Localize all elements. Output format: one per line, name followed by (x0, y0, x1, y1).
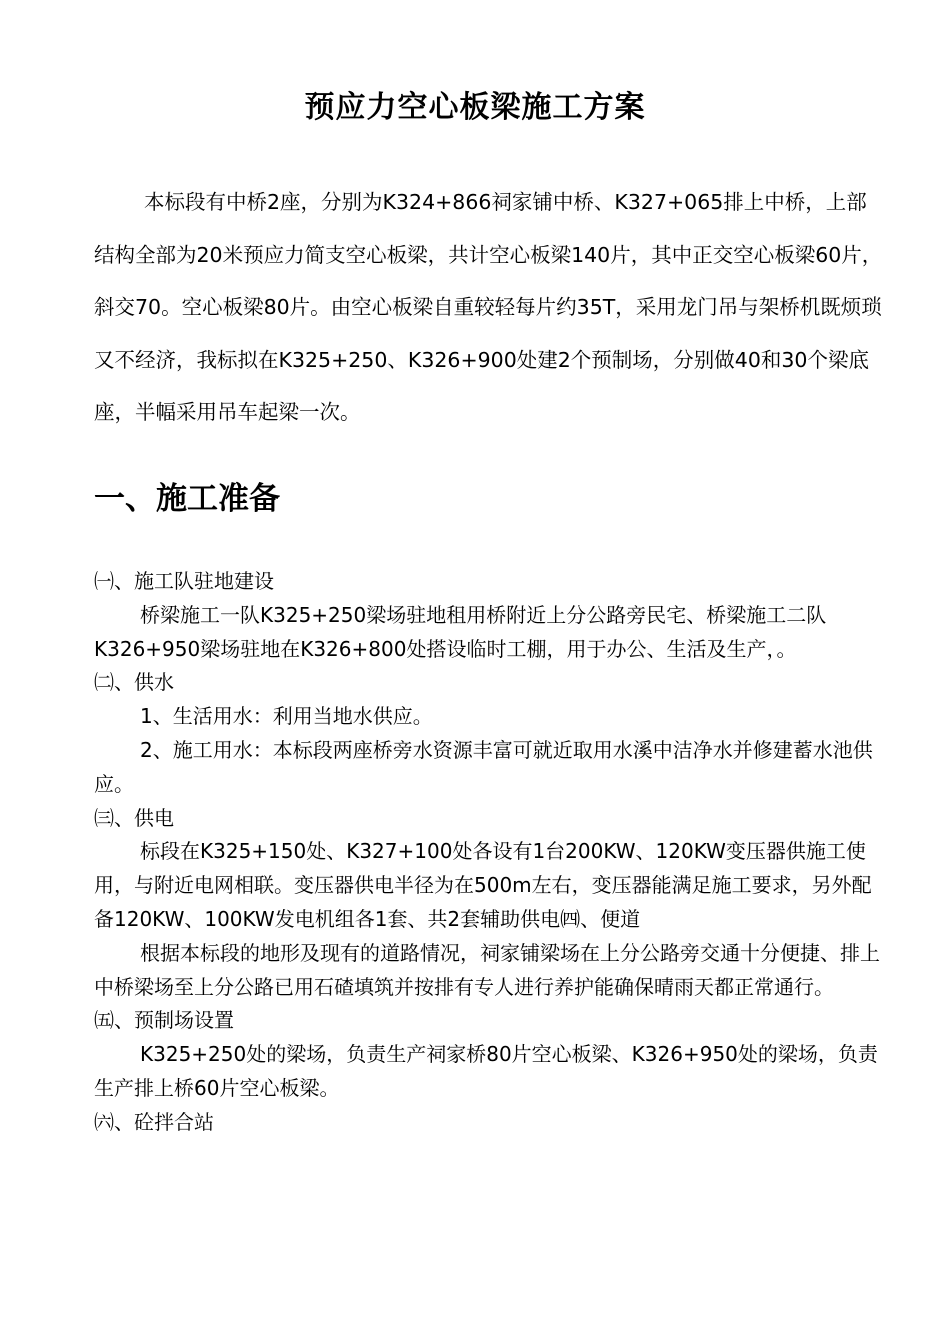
document-title: 预应力空心板梁施工方案 (304, 90, 646, 125)
paragraph-camp: 桥梁施工一队K325+250梁场驻地租用桥附近上分公路旁民宅、桥梁施工二队K326+950梁场驻地在K326+800处搭设临时工棚，用于办公、生活及生产，。 (94, 602, 827, 661)
subheading-power: ㈢、供电 (94, 805, 174, 830)
intro-section (94, 176, 884, 439)
paragraph-water-construction: 2、施工用水：本标段两座桥旁水资源丰富可就近取用水溪中洁净水并修建蓄水池供应。 (94, 737, 873, 796)
subheading-camp: ㈠、施工队驻地建设 (94, 569, 274, 593)
section-heading-preparation: 一、施工准备 (94, 481, 280, 517)
paragraph-water-living: 1、生活用水：利用当地水供应。 (140, 704, 433, 729)
intro-paragraph: 本标段有中桥2座，分别为K324+866祠家铺中桥、K327+065排上中桥，上部结构全部为20米预应力简支空心板梁，共计空心板梁140片，其中正交空心板梁60片，斜交70。空心板梁80片。由空心板梁自重较轻每片约35T，采用龙门吊与架桥机既烦琐又不经济，我标拟在K325+250、K326+900处建2个预制场，分别做40和30个梁底座，半幅采用吊车起梁一次。 (94, 190, 883, 424)
section-body (94, 565, 884, 1140)
paragraph-power: 标段在K325+150处、K327+100处各设有1台200KW、120KW变压器供施工使用，与附近电网相联。变压器供电半径为在500m左右，变压器能满足施工要求，另外配备120KW、100KW发电机组各1套、共2套辅助供电㈣、便道 (94, 839, 872, 931)
subheading-concrete-plant: ㈥、砼拌合站 (94, 1109, 214, 1134)
paragraph-road: 根据本标段的地形及现有的道路情况，祠家铺梁场在上分公路旁交通十分便捷、排上中桥梁场至上分公路已用石碴填筑并按排有专人进行养护能确保晴雨天都正常通行。 (94, 940, 880, 999)
subheading-precast-yard: ㈤、预制场设置 (94, 1008, 234, 1033)
subheading-water: ㈡、供水 (94, 670, 174, 695)
paragraph-precast-yard: K325+250处的梁场，负责生产祠家桥80片空心板梁、K326+950处的梁场，负责生产排上桥60片空心板梁。 (94, 1042, 878, 1100)
